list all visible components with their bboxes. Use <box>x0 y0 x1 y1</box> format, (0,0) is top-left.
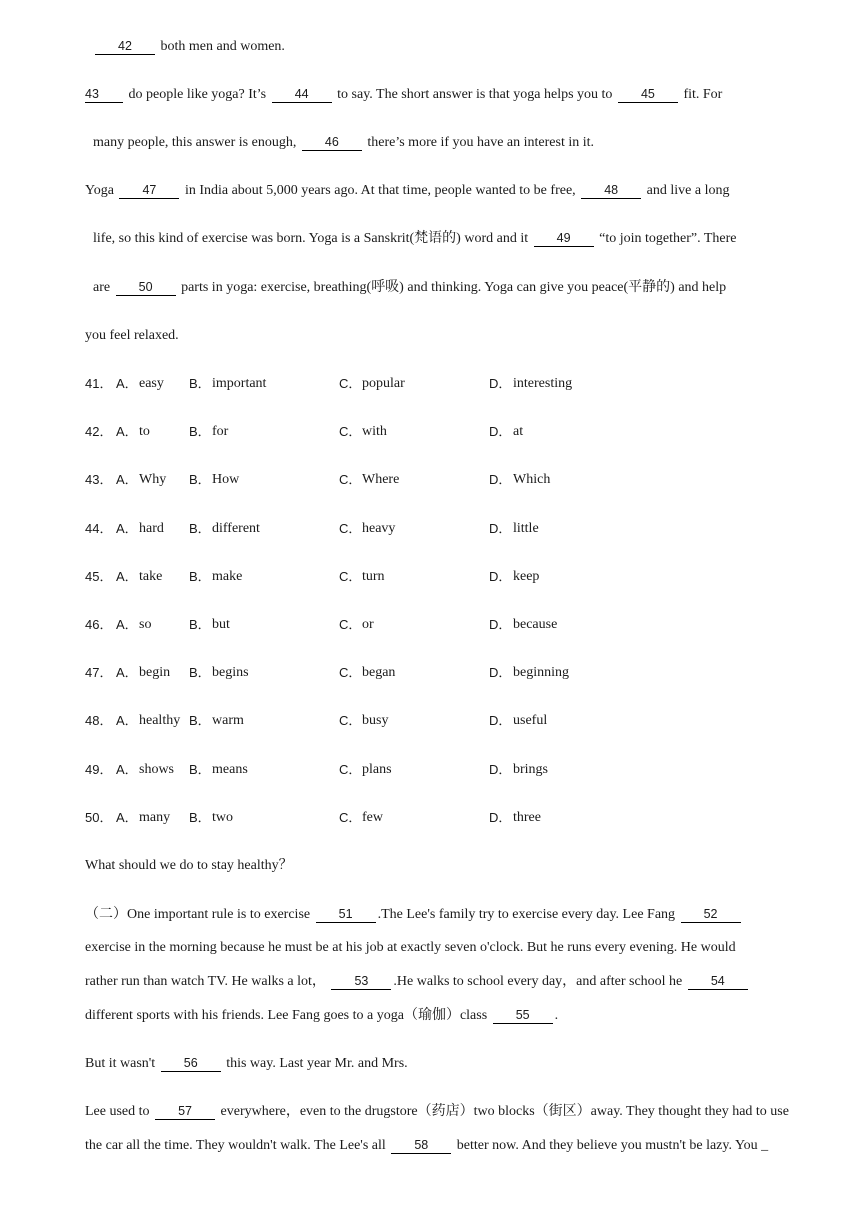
passage-text: different sports with his friends. Lee Fang goes to a yoga（瑜伽）class <box>85 1008 488 1023</box>
passage-line <box>93 134 594 152</box>
passage-text: .He walks to school every day，and after school he <box>393 974 683 989</box>
option-letter: A． <box>116 568 138 584</box>
option-a[interactable]: healthy <box>139 713 181 729</box>
answer-blank[interactable]: 46 <box>302 135 362 151</box>
passage-text: and live a long <box>646 183 730 198</box>
option-a[interactable]: shows <box>139 761 175 777</box>
passage-line <box>85 1103 789 1121</box>
option-letter: C． <box>339 713 362 729</box>
option-letter: D． <box>489 665 512 681</box>
option-letter: B． <box>189 424 211 440</box>
option-letter: D． <box>489 424 512 440</box>
answer-blank[interactable]: 50 <box>116 280 176 296</box>
option-b[interactable]: for <box>212 424 229 440</box>
passage-line <box>93 38 285 56</box>
passage-line <box>85 939 736 957</box>
option-letter: A． <box>116 520 138 536</box>
question-number: 41． <box>85 376 113 391</box>
passage-text: But it wasn't <box>85 1056 156 1071</box>
passage-text: everywhere，even to the drugstore（药店）two blocks（街区）away. They thought they had to use <box>220 1104 789 1119</box>
option-letter: C． <box>339 809 362 825</box>
option-letter: A． <box>116 665 138 681</box>
passage-line <box>85 327 179 345</box>
option-letter: D． <box>489 376 512 391</box>
question-number: 42． <box>85 424 113 440</box>
passage-text: you feel relaxed. <box>85 328 179 343</box>
option-a[interactable]: begin <box>139 665 171 681</box>
option-d[interactable]: because <box>513 617 558 632</box>
option-letter: C． <box>339 665 362 681</box>
option-c[interactable]: busy <box>362 713 389 729</box>
option-a[interactable]: easy <box>139 376 164 391</box>
option-c[interactable]: popular <box>362 376 405 391</box>
trailing-blank[interactable]: _ <box>761 1138 769 1153</box>
option-letter: A． <box>116 617 138 632</box>
question-number: 49． <box>85 761 113 777</box>
passage-line <box>85 182 729 200</box>
answer-blank[interactable]: 52 <box>681 907 741 923</box>
passage-line <box>85 906 743 924</box>
option-letter: C． <box>339 424 362 440</box>
answer-blank[interactable]: 44 <box>272 87 332 103</box>
passage-text: life, so this kind of exercise was born. Yoga is a Sanskrit(梵语的) word and it <box>93 231 529 246</box>
option-letter: B． <box>189 520 211 536</box>
passage-text: Lee used to <box>85 1104 150 1119</box>
passage-line <box>85 86 722 104</box>
option-a[interactable]: hard <box>139 520 164 536</box>
option-d[interactable]: little <box>513 520 539 536</box>
passage-text: better now. And they believe you mustn't be lazy. You <box>456 1138 758 1153</box>
option-d[interactable]: interesting <box>513 376 573 391</box>
option-letter: D． <box>489 713 512 729</box>
option-letter: D． <box>489 617 512 632</box>
option-c[interactable]: or <box>362 617 374 632</box>
answer-blank[interactable]: 58 <box>391 1138 451 1154</box>
option-b[interactable]: make <box>212 568 243 584</box>
option-d[interactable]: three <box>513 809 541 825</box>
passage-text: both men and women. <box>160 39 285 54</box>
option-b[interactable]: begins <box>212 665 249 681</box>
option-d[interactable]: at <box>513 424 524 440</box>
option-letter: D． <box>489 809 512 825</box>
question-number: 48． <box>85 713 113 729</box>
option-letter: A． <box>116 376 138 391</box>
section-heading <box>85 857 293 875</box>
passage-line <box>85 973 750 991</box>
passage-text: Yoga <box>85 183 114 198</box>
answer-blank[interactable]: 55 <box>493 1008 553 1024</box>
passage-text: （二）One important rule is to exercise <box>85 907 311 922</box>
answer-blank[interactable]: 51 <box>316 907 376 923</box>
option-letter: B． <box>189 761 211 777</box>
option-b[interactable]: means <box>212 761 248 777</box>
passage-line <box>85 1137 768 1155</box>
option-a[interactable]: many <box>139 809 171 825</box>
option-d[interactable]: brings <box>513 761 548 777</box>
option-letter: B． <box>189 809 211 825</box>
option-c[interactable]: plans <box>362 761 392 777</box>
option-c[interactable]: few <box>362 809 383 825</box>
answer-blank[interactable]: 42 <box>95 39 155 55</box>
option-d[interactable]: Which <box>513 472 551 488</box>
option-letter: A． <box>116 713 138 729</box>
passage-text: exercise in the morning because he must be at his job at exactly seven o'clock. But he runs every evening. He would <box>85 940 736 955</box>
answer-blank[interactable]: 53 <box>331 974 391 990</box>
option-c[interactable]: began <box>362 665 396 681</box>
answer-blank[interactable]: 57 <box>155 1104 215 1120</box>
option-letter: B． <box>189 713 211 729</box>
option-letter: A． <box>116 424 138 440</box>
answer-blank[interactable]: 47 <box>119 183 179 199</box>
option-a[interactable]: so <box>139 617 152 632</box>
passage-text: this way. Last year Mr. and Mrs. <box>226 1056 408 1071</box>
option-letter: D． <box>489 568 512 584</box>
question-number: 44． <box>85 520 113 536</box>
option-b[interactable]: important <box>212 376 267 391</box>
option-letter: C． <box>339 472 362 488</box>
passage-text: in India about 5,000 years ago. At that time, people wanted to be free, <box>184 183 576 198</box>
option-letter: C． <box>339 568 362 584</box>
answer-blank[interactable]: 45 <box>618 87 678 103</box>
option-c[interactable]: heavy <box>362 520 396 536</box>
answer-blank[interactable]: 54 <box>688 974 748 990</box>
option-c[interactable]: turn <box>362 568 385 584</box>
answer-blank[interactable]: 43 <box>85 87 123 103</box>
answer-blank[interactable]: 49 <box>534 231 594 247</box>
option-letter: A． <box>116 472 138 488</box>
passage-text: .The Lee's family try to exercise every day. Lee Fang <box>377 907 676 922</box>
passage-text: “to join together”. There <box>599 231 737 246</box>
option-letter: A． <box>116 809 138 825</box>
option-d[interactable]: useful <box>513 713 548 729</box>
passage-text: . <box>554 1008 559 1023</box>
passage-line <box>85 1007 558 1025</box>
option-letter: A． <box>116 761 138 777</box>
option-b[interactable]: warm <box>212 713 244 729</box>
option-b[interactable]: but <box>212 617 230 632</box>
option-letter: D． <box>489 520 512 536</box>
passage-text: many people, this answer is enough, <box>93 135 297 150</box>
option-c[interactable]: Where <box>362 472 400 488</box>
passage-text: the car all the time. They wouldn't walk. The Lee's all <box>85 1138 386 1153</box>
option-letter: C． <box>339 376 362 391</box>
option-a[interactable]: take <box>139 568 163 584</box>
passage-line <box>93 279 726 297</box>
passage-text: do people like yoga? It’s <box>128 87 267 102</box>
option-b[interactable]: different <box>212 520 260 536</box>
option-letter: B． <box>189 376 211 391</box>
option-a[interactable]: to <box>139 424 150 440</box>
heading-text: What should we do to stay healthy？ <box>85 858 293 873</box>
option-letter: C． <box>339 617 362 632</box>
option-letter: D． <box>489 761 512 777</box>
question-number: 47． <box>85 665 113 681</box>
option-d[interactable]: keep <box>513 568 540 584</box>
option-d[interactable]: beginning <box>513 665 569 681</box>
question-number: 46． <box>85 617 113 632</box>
passage-text: rather run than watch TV. He walks a lot， <box>85 974 326 989</box>
option-letter: B． <box>189 472 211 488</box>
option-c[interactable]: with <box>362 424 387 440</box>
option-b[interactable]: How <box>212 472 240 488</box>
option-letter: B． <box>189 665 211 681</box>
passage-text: are <box>93 280 111 295</box>
option-letter: B． <box>189 568 211 584</box>
question-number: 43． <box>85 472 113 488</box>
option-b[interactable]: two <box>212 809 233 825</box>
question-number: 45． <box>85 568 113 584</box>
passage-text: there’s more if you have an interest in it. <box>367 135 595 150</box>
passage-line <box>85 1055 408 1073</box>
passage-text: fit. For <box>683 87 723 102</box>
option-letter: B． <box>189 617 211 632</box>
passage-line <box>93 230 736 248</box>
option-a[interactable]: Why <box>139 472 167 488</box>
question-number: 50． <box>85 809 113 825</box>
option-letter: C． <box>339 761 362 777</box>
option-letter: D． <box>489 472 512 488</box>
passage-text: parts in yoga: exercise, breathing(呼吸) and thinking. Yoga can give you peace(平静的) and help <box>181 280 727 295</box>
option-letter: C． <box>339 520 362 536</box>
answer-blank[interactable]: 56 <box>161 1056 221 1072</box>
passage-text: to say. The short answer is that yoga helps you to <box>337 87 613 102</box>
answer-blank[interactable]: 48 <box>581 183 641 199</box>
